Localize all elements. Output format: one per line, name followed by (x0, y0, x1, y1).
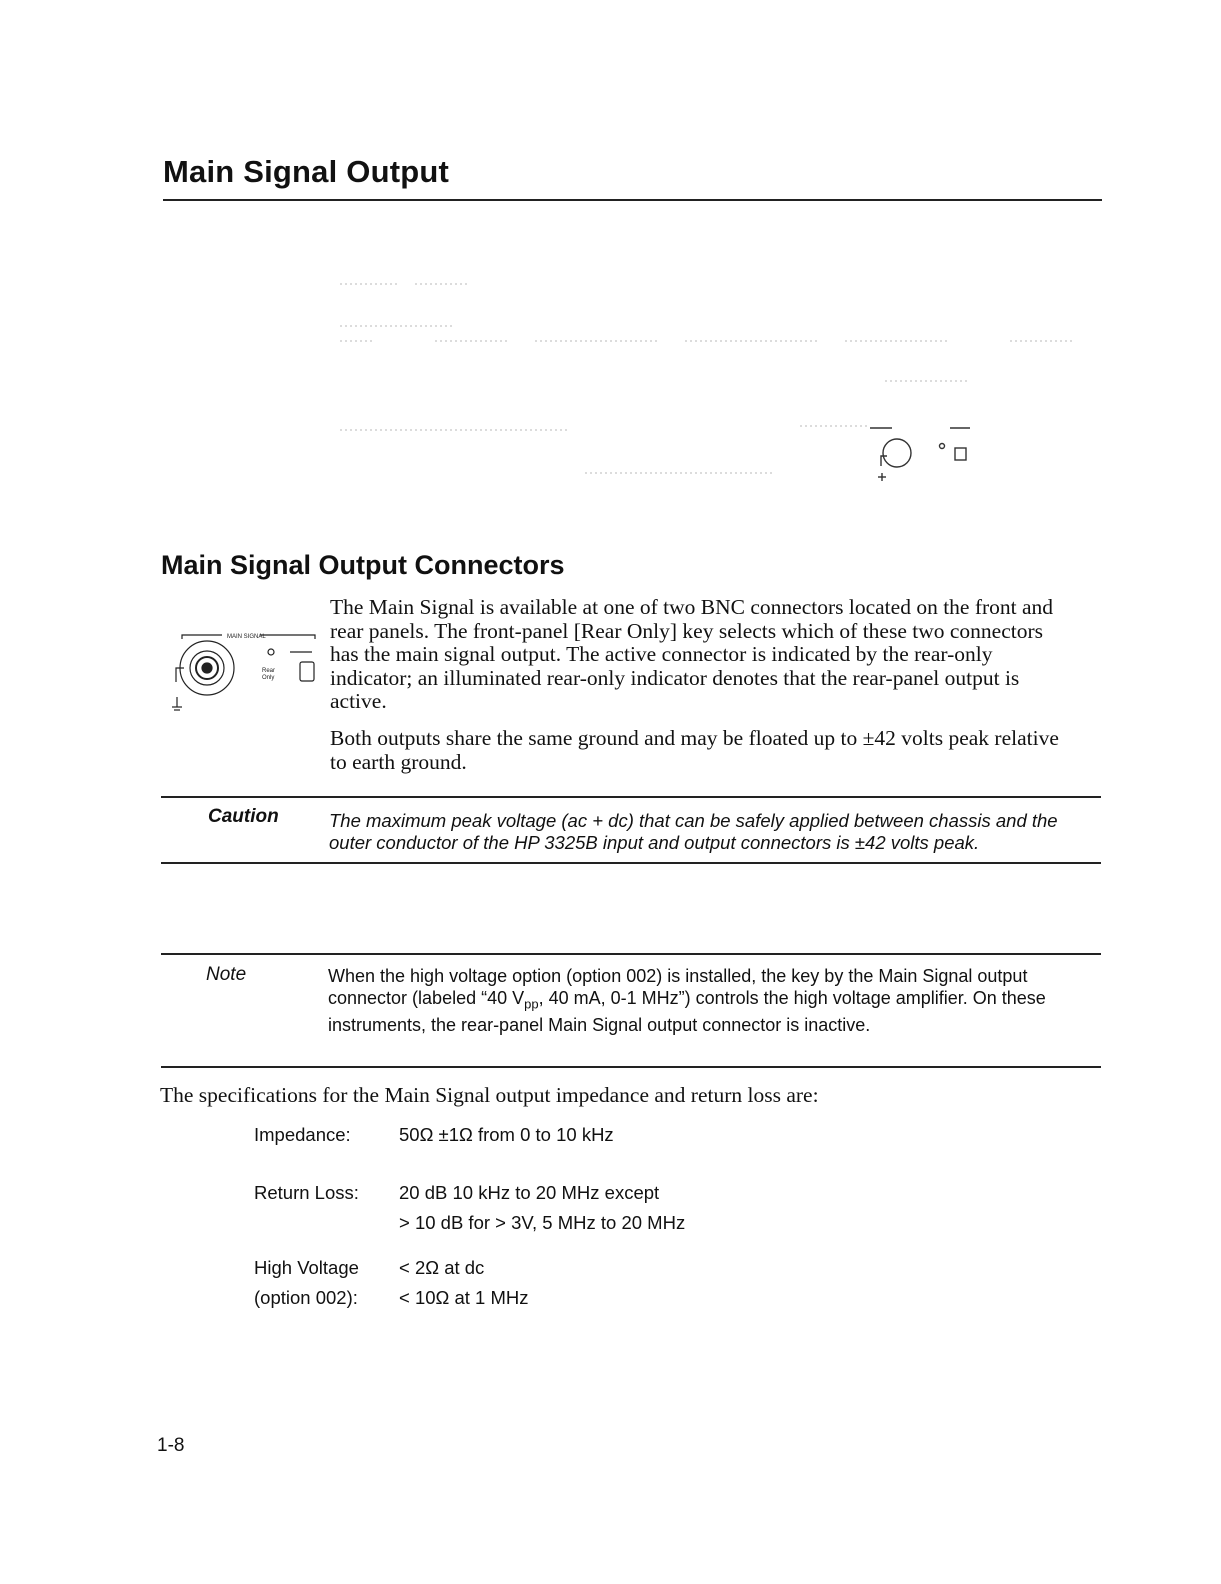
note-subscript: pp (524, 996, 539, 1012)
main-signal-icon-label: MAIN SIGNAL (227, 634, 266, 640)
caution-text: The maximum peak voltage (ac + dc) that can be safely applied between chassis and the outer conductor of the HP 3325B input and output connectors is ±42 volts peak. (329, 810, 1058, 853)
front-panel-figure (330, 268, 1090, 498)
note-text-part-1: When the high voltage option (option 002) is installed, the key by the Main Signal output connector (labeled “40 V (328, 966, 1028, 1008)
high-voltage-label-2: (option 002): (254, 1287, 358, 1308)
rear-label: Rear (262, 668, 276, 674)
body-paragraph-1: The Main Signal is available at one of two BNC connectors located on the front and rear panels. The front-panel [Rear Only] key selects which of these two connectors has the main signal output. The active connector is indicated by the rear-only indicator; an illuminated rear-only indicator denotes that the rear-panel output is active. (330, 595, 1054, 713)
return-loss-label: Return Loss: (254, 1182, 359, 1203)
return-loss-value-2: > 10 dB for > 3V, 5 MHz to 20 MHz (399, 1212, 686, 1233)
note-text-part-2: , 40 mA, 0-1 MHz”) controls the high voltage amplifier. On these instruments, the rear-panel Main Signal output connector is inactive. (328, 987, 1046, 1035)
caution-bottom-rule (161, 862, 1101, 864)
impedance-label: Impedance: (254, 1124, 351, 1145)
high-voltage-label-1: High Voltage (254, 1257, 359, 1278)
main-signal-connector-icon (160, 626, 322, 718)
note-top-rule (161, 953, 1101, 955)
spec-intro: The specifications for the Main Signal output impedance and return loss are: (160, 1083, 819, 1107)
section-heading: Main Signal Output Connectors (161, 550, 565, 580)
high-voltage-value-2: < 10Ω at 1 MHz (399, 1287, 529, 1308)
page-number: 1-8 (157, 1435, 185, 1456)
body-paragraph-2: Both outputs share the same ground and may be floated up to ±42 volts peak relative to earth ground. (330, 726, 1059, 774)
page-title: Main Signal Output (163, 154, 450, 189)
title-divider (163, 199, 1102, 201)
note-text (328, 966, 1068, 1036)
impedance-value: 50Ω ±1Ω from 0 to 10 kHz (399, 1124, 614, 1145)
only-label: Only (262, 675, 275, 681)
return-loss-value-1: 20 dB 10 kHz to 20 MHz except (399, 1182, 660, 1203)
note-label: Note (206, 964, 247, 985)
high-voltage-value-1: < 2Ω at dc (399, 1257, 485, 1278)
caution-label: Caution (208, 806, 279, 827)
caution-top-rule (161, 796, 1101, 798)
note-bottom-rule (161, 1066, 1101, 1068)
